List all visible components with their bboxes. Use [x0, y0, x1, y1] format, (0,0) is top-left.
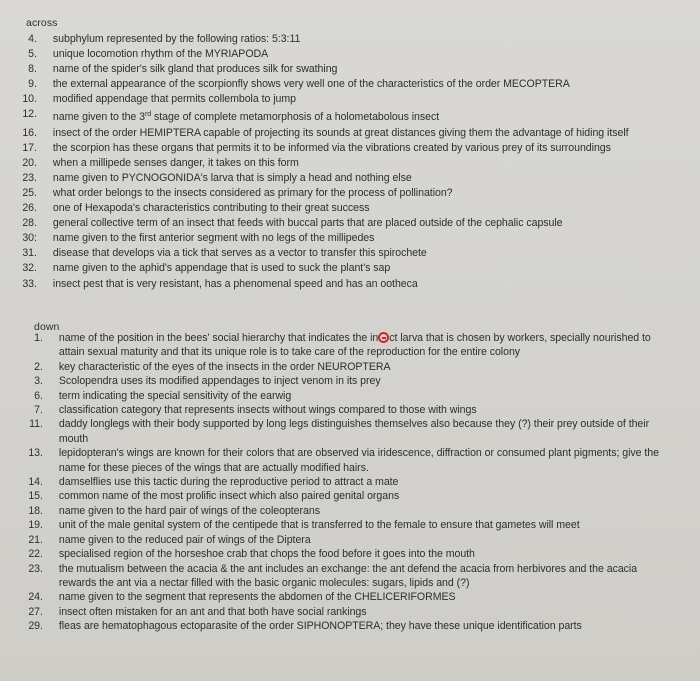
down-clue-11: 11 . daddy longlegs with their body supported by long legs distinguishes themselves also because they (?) their prey outside of their mouth: [29, 418, 650, 445]
down-clue-15: 15 . common name of the most prolific insect which also paired genital organs: [28, 490, 400, 503]
across-clue-17: 17 . the scorpion has these organs that permits it to be informed via the vibrations created by various prey of its surroundings: [22, 141, 611, 154]
down-clue-18: 18 . name given to the hard pair of wings of the coleopterans: [28, 504, 320, 517]
cursor-icon: [378, 332, 389, 343]
down-clue-7: 7 . classification category that represents insects without wings compared to those with wings: [34, 404, 477, 417]
across-clue-12: 12 . name given to the 3rd stage of complete metamorphosis of a holometabolous insect: [22, 108, 440, 124]
across-clue-8: 8 . name of the spider's silk gland that produces silk for swathing: [28, 63, 338, 76]
down-clue-6: 6 . term indicating the special sensitivity of the earwig: [34, 389, 292, 402]
across-clue-31: 31 . disease that develops via a tick that serves as a vector to transfer this spirochete: [22, 247, 427, 260]
down-clue-3: 3 . Scolopendra uses its modified appendages to inject venom in its prey: [34, 375, 381, 388]
across-clue-33: 33 . insect pest that is very resistant, has a phenomenal speed and has an ootheca: [22, 277, 418, 290]
down-clue-19: 19 . unit of the male genital system of the centipede that is transferred to the female to ensure that gametes will meet: [28, 519, 580, 532]
across-clue-23: 23 . name given to PYCNOGONIDA's larva that is simply a head and nothing else: [22, 171, 412, 184]
across-clue-28: 28 . general collective term of an insect that feeds with buccal parts that are placed outside of the cephalic capsule: [22, 217, 563, 230]
across-clue-16: 16 . insect of the order HEMIPTERA capable of projecting its sounds at great distances giving them the advantage of hiding itself: [22, 126, 629, 139]
down-heading: down: [34, 321, 60, 333]
across-clue-9: 9 . the external appearance of the scorpionfly shows very well one of the characteristics of the order MECOPTERA: [28, 78, 570, 91]
across-heading: across: [26, 17, 58, 29]
down-clue-13: 13 . lepidopteran's wings are known for their colors that are observed via iridescence, diffraction or consumed plant pigments; give the name for these pieces of the wings that are actually modified hairs.: [28, 447, 659, 474]
across-clue-4: 4 . subphylum represented by the following ratios: 5:3:11: [28, 33, 301, 45]
down-clue-list: [0, 331, 700, 634]
across-clue-25: 25 . what order belongs to the insects considered as primary for the process of pollination?: [22, 186, 453, 199]
down-clue-2: 2 . key characteristic of the eyes of the insects in the order NEUROPTERA: [34, 360, 391, 373]
across-clue-30: 30 : name given to the first anterior segment with no legs of the millipedes: [22, 232, 375, 245]
down-clue-22: 22 . specialised region of the horseshoe crab that chops the food before it goes into the mouth: [28, 548, 475, 561]
down-clue-24: 24 . name given to the segment that represents the abdomen of the CHELICERIFORMES: [28, 591, 456, 604]
down-clue-29: 29 . fleas are hematophagous ectoparasite of the order SIPHONOPTERA; they have these unique identification parts: [28, 620, 582, 633]
down-clue-23: 23 . the mutualism between the acacia & the ant includes an exchange: the ant defend the acacia from herbivores and the acacia rewards the ant via a nectar filled with the basic organic molecules: sugars, lipids and (?): [28, 562, 638, 589]
across-clue-list: [0, 32, 700, 292]
across-clue-20: 20 . when a millipede senses danger, it takes on this form: [22, 156, 299, 169]
down-clue-1: 1 . name of the position in the bees' social hierarchy that indicates the in ct larva that is chosen by workers, specially nourished to attain sexual maturity and that its unique role is to take care of the reproduction for the entire colony: [34, 332, 651, 359]
across-clue-10: 10 . modified appendage that permits collembola to jump: [22, 93, 296, 106]
down-clue-21: 21 . name given to the reduced pair of wings of the Diptera: [28, 533, 311, 546]
down-clue-27: 27 . insect often mistaken for an ant and that both have social rankings: [28, 605, 367, 618]
across-clue-32: 32 . name given to the aphid's appendage that is used to suck the plant's sap: [22, 262, 391, 275]
across-clue-5: 5 . unique locomotion rhythm of the MYRIAPODA: [28, 48, 269, 61]
down-clue-14: 14 . damselflies use this tactic during the reproductive period to attract a mate: [28, 476, 399, 489]
across-clue-26: 26 . one of Hexapoda's characteristics contributing to their great success: [22, 202, 370, 215]
